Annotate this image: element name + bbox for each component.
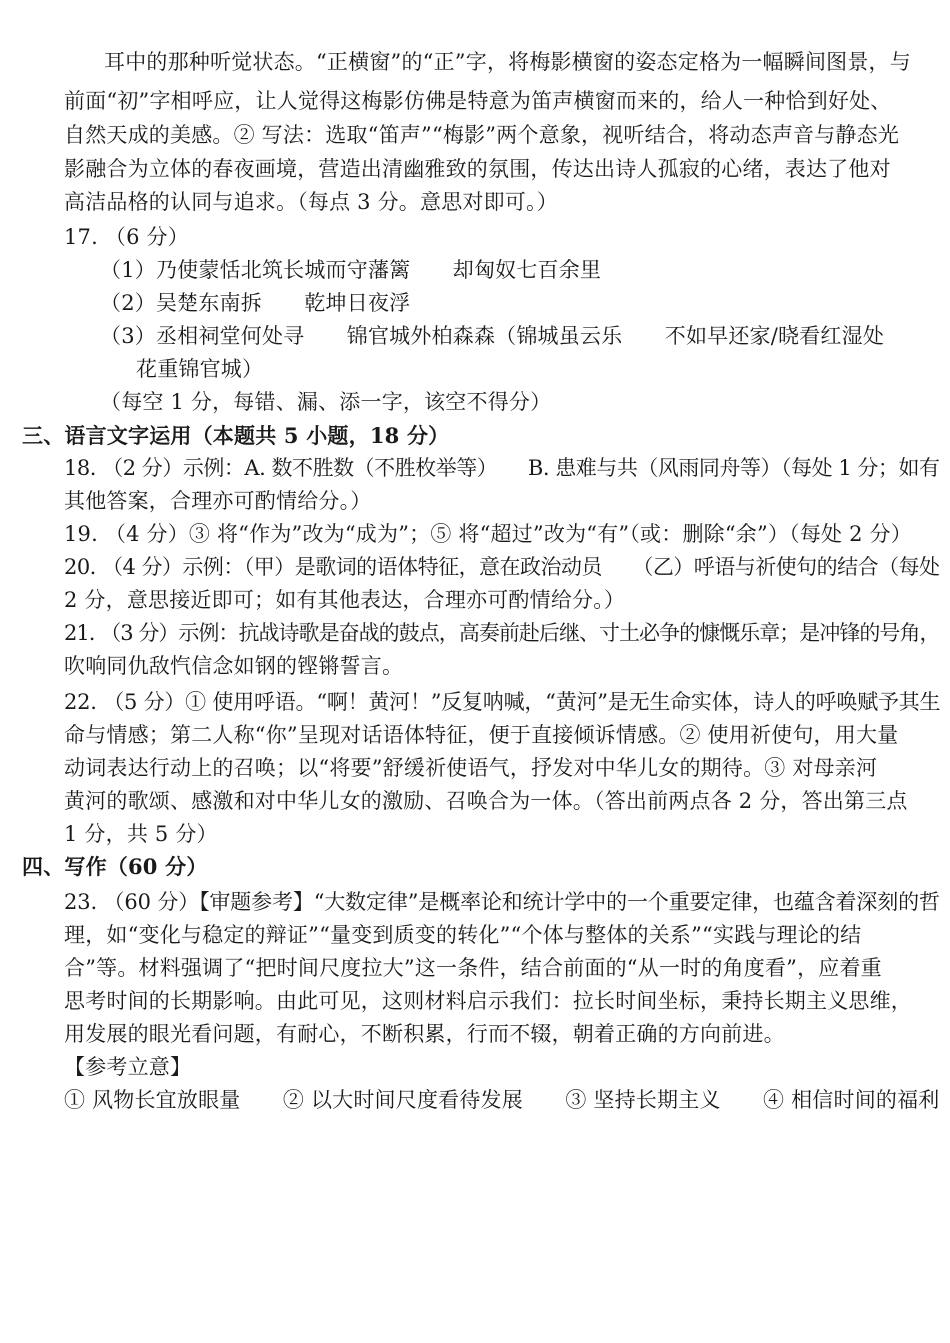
reference-ideas-title: 【参考立意】 [64,1055,192,1079]
q23-line-1: 23. （60 分）【审题参考】“大数定律”是概率论和统计学中的一个重要定律，也蕴含着深刻的哲 [64,890,940,914]
q22-line-1: 22. （5 分）① 使用呼语。“啊！黄河！”反复呐喊，“黄河”是无生命实体，诗人的呼唤赋予其生 [64,690,941,714]
q17-answer-3: （3）丞相祠堂何处寻 锦官城外柏森森（锦城虽云乐 不如早还家/晓看红湿处 [100,324,885,348]
q16-line-1: 耳中的那种听觉状态。“正横窗”的“正”字，将梅影横窗的姿态定格为一幅瞬间图景，与 [104,50,911,74]
q17-answer-3-cont: 花重锦官城） [136,357,264,381]
q16-line-5: 高洁品格的认同与追求。（每点 3 分。意思对即可。） [64,190,558,214]
q19-line-1: 19. （4 分）③ 将“作为”改为“成为”；⑤ 将“超过”改为“有”（或：删除“余”）（每处 2 分） [64,522,912,546]
q18-line-1: 18. （2 分）示例：A. 数不胜数（不胜枚举等） B. 患难与共（风雨同舟等）（每处 1 分；如有 [64,456,940,480]
q23-line-5: 用发展的眼光看问题，有耐心，不断积累，行而不辍，朝着正确的方向前进。 [64,1022,785,1046]
q22-line-3: 动词表达行动上的召唤；以“将要”舒缓祈使语气，抒发对中华儿女的期待。③ 对母亲河 [64,756,878,780]
q23-line-2: 理，如“变化与稳定的辩证”“量变到质变的转化”“个体与整体的关系”“实践与理论的结 [64,923,862,947]
q22-line-4: 黄河的歌颂、感激和对中华儿女的激励、召唤合为一体。（答出前两点各 2 分，答出第三点 [64,789,908,813]
q16-line-2: 前面“初”字相呼应，让人觉得这梅影仿佛是特意为笛声横窗而来的，给人一种恰到好处、 [64,89,892,113]
q18-line-2: 其他答案，合理亦可酌情给分。） [64,489,372,513]
q22-line-5: 1 分，共 5 分） [64,822,218,846]
section-3-title: 三、语言文字运用（本题共 5 小题，18 分） [22,423,450,448]
section-4-title: 四、写作（60 分） [22,854,208,879]
q23-line-4: 思考时间的长期影响。由此可见，这则材料启示我们：拉长时间坐标，秉持长期主义思维， [64,989,912,1013]
q21-line-2: 吹响同仇敌忾信念如钢的铿锵誓言。 [64,654,404,678]
q16-line-3: 自然天成的美感。② 写法：选取“笛声”“梅影”两个意象，视听结合，将动态声音与静态光 [64,123,900,147]
q23-line-3: 合”等。材料强调了“把时间尺度拉大”这一条件，结合前面的“从一时的角度看”，应着重 [64,956,882,980]
q22-line-2: 命与情感；第二人称“你”呈现对话语体特征，便于直接倾诉情感。② 使用祈使句，用大量 [64,723,899,747]
q16-line-4: 影融合为立体的春夜画境，营造出清幽雅致的氛围，传达出诗人孤寂的心绪，表达了他对 [64,157,891,181]
q17-answer-2: （2）吴楚东南拆 乾坤日夜浮 [100,291,411,315]
reference-ideas-list: ① 风物长宜放眼量 ② 以大时间尺度看待发展 ③ 坚持长期主义 ④ 相信时间的福利 [64,1088,940,1112]
q17-answer-1: （1）乃使蒙恬北筑长城而守藩篱 却匈奴七百余里 [100,258,602,282]
q20-line-1: 20. （4 分）示例：（甲）是歌词的语体特征，意在政治动员 （乙）呼语与祈使句的结合（每处 [64,555,940,579]
q20-line-2: 2 分，意思接近即可；如有其他表达，合理亦可酌情给分。） [64,588,626,612]
q17-heading: 17. （6 分） [64,225,189,249]
q21-line-1: 21. （3 分）示例：抗战诗歌是奋战的鼓点，高奏前赴后继、寸土必争的慷慨乐章；是冲锋的号角， [64,621,940,645]
q17-scoring-note: （每空 1 分，每错、漏、添一字，该空不得分） [100,390,552,414]
